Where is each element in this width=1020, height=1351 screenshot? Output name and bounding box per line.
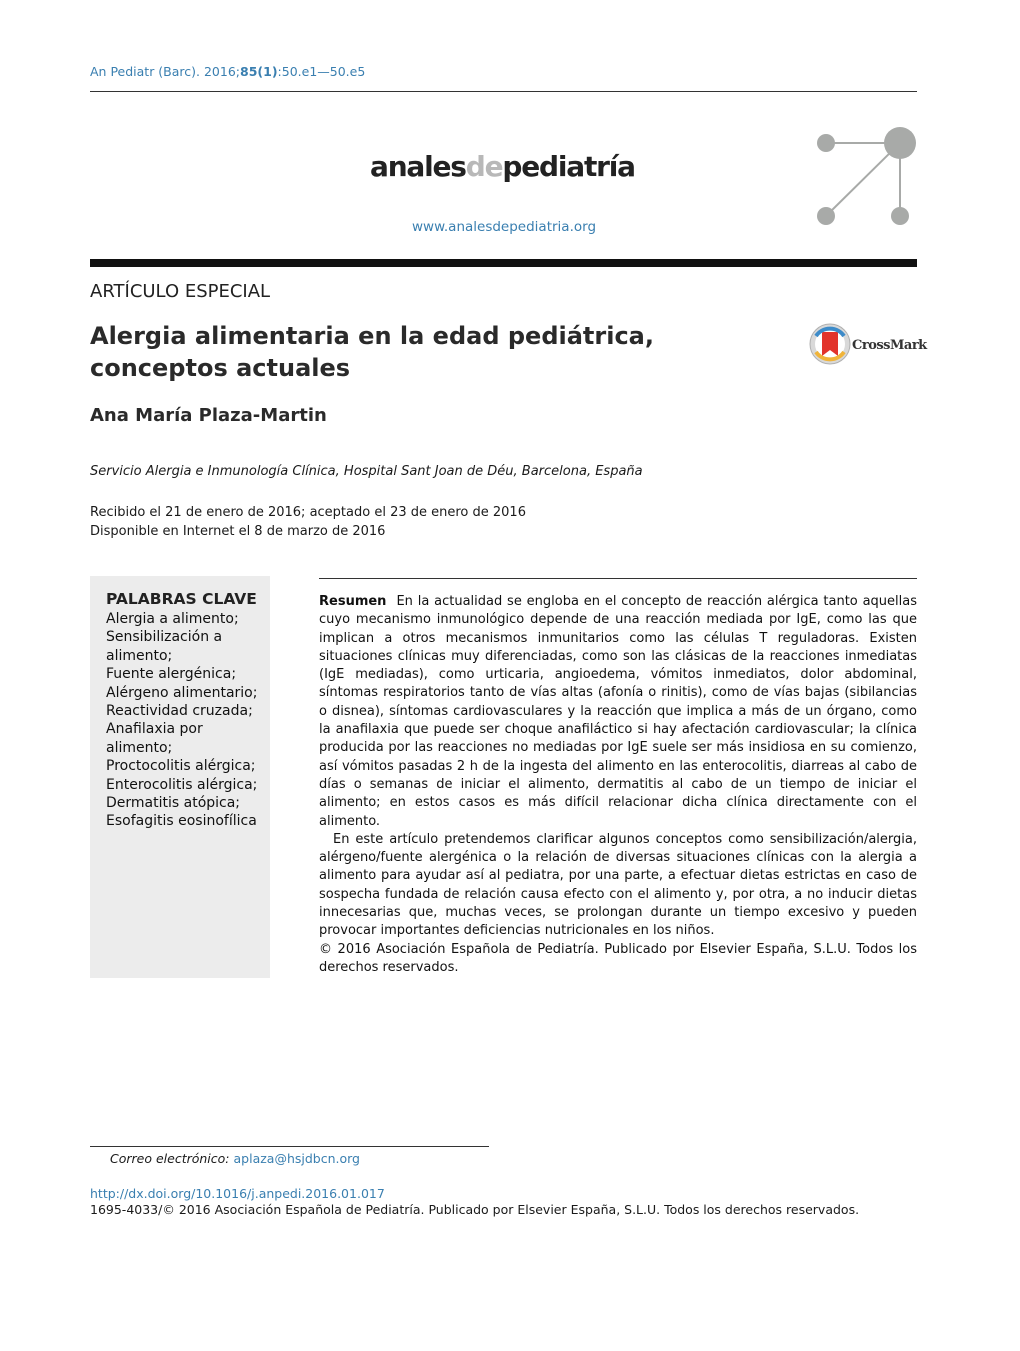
issn-copyright: 1695-4033/© 2016 Asociación Española de Pediatría. Publicado por Elsevier España, S.L.U. Todos los derechos reservados. — [90, 1202, 860, 1217]
journal-citation[interactable] — [90, 64, 365, 79]
citation-pages: :50.e1—50.e5 — [277, 64, 366, 79]
keyword-item: Fuente alergénica; — [106, 666, 237, 683]
email-link[interactable]: aplaza@hsjdbcn.org — [233, 1151, 360, 1166]
abstract-paragraph-2: En este artículo pretendemos clarificar algunos conceptos como sensibilización/alergia, alérgeno/fuente alergénica o la relación de diversas situaciones clínicas con la alergia a alimento para ayudar así al pediatra, por una parte, a efectuar dietas estrictas en caso de sospecha fundada de relación causa efecto con el alimento y, por otra, a no inducir dietas innecesarias que, muchas veces, se prolongan durante un tiempo excesivo y pueden provocar importantes deficiencias nutricionales en los niños. — [319, 831, 917, 939]
article-title: Alergia alimentaria en la edad pediátrica, conceptos actuales — [90, 322, 654, 382]
author-email-footnote — [110, 1151, 360, 1166]
keywords-heading: PALABRAS CLAVE — [106, 590, 257, 608]
header-thick-divider — [90, 259, 917, 267]
abstract-label: Resumen — [319, 594, 387, 609]
keywords-list — [106, 610, 266, 831]
journal-logo-text — [370, 150, 635, 183]
keyword-item: Alérgeno alimentario; — [106, 684, 258, 701]
abstract-paragraph-1 — [319, 593, 917, 831]
keyword-item: Sensibilización a alimento; — [106, 629, 223, 664]
journal-url-link[interactable]: www.analesdepediatria.org — [412, 219, 597, 235]
received-date: Recibido el 21 de enero de 2016; aceptado el 23 de enero de 2016 — [90, 505, 526, 520]
abstract — [319, 593, 917, 977]
journal-name-pediatria: pediatría — [502, 150, 635, 183]
keyword-item: Anafilaxia por alimento; — [106, 721, 203, 756]
doi-link[interactable]: http://dx.doi.org/10.1016/j.anpedi.2016.01.017 — [90, 1186, 385, 1201]
keyword-item: Alergia a alimento; — [106, 611, 239, 627]
top-divider — [90, 91, 917, 92]
section-label: ARTÍCULO ESPECIAL — [90, 281, 271, 302]
keyword-item: Reactividad cruzada; — [106, 703, 253, 720]
article-dates — [90, 503, 526, 541]
keyword-item: Enterocolitis alérgica; — [106, 776, 258, 793]
abstract-copyright: © 2016 Asociación Española de Pediatría. Publicado por Elsevier España, S.L.U. Todos los derechos reservados. — [319, 941, 917, 975]
author-affiliation: Servicio Alergia e Inmunología Clínica, Hospital Sant Joan de Déu, Barcelona, España — [90, 464, 643, 479]
keyword-item: Dermatitis atópica; — [106, 795, 241, 812]
network-nodes-icon — [810, 122, 920, 232]
journal-name-anales: anales — [370, 150, 466, 183]
citation-journal: An Pediatr (Barc). 2016; — [90, 64, 241, 79]
crossmark-label[interactable]: CrossMark — [852, 338, 927, 353]
keyword-item: Proctocolitis alérgica; — [106, 758, 256, 775]
abstract-text-1: En la actualidad se engloba en el concepto de reacción alérgica tanto aquellas cuyo mecanismo inmunológico depende de una reacción mediada por IgE, como las que implican a otros mecanismos inmunitarios como las células T reguladoras. Existen situaciones clínicas muy diferenciadas, como son las clásicas de la reacciones inmediatas (IgE mediadas), como urticaria, angioedema, vómitos inmediatos, dolor abdominal, síntomas respiratorios tanto de vías altas (afonía o rinitis), como de vías bajas (sibilancias o disnea), síntomas cardiovasculares y la reacción que implica a más de un órgano, como la anafilaxia que puede ser choque anafiláctico si hay afectación cardiovascular; la clínica producida por las reacciones no mediadas por IgE suele ser más insidiosa en su comienzo, así vómitos pasadas 2 h de la ingesta del alimento en las enterocolitis, diarreas al cabo de días o semanas de iniciar el alimento, dermatitis al cabo de un tiempo de iniciar el alimento; en estos casos es más difícil relacionar dicha clínica directamente con el alimento. — [319, 594, 917, 829]
journal-name-de: de — [465, 150, 503, 183]
abstract-divider — [319, 578, 917, 579]
footnote-divider — [90, 1146, 489, 1147]
email-label: Correo electrónico: — [110, 1151, 230, 1166]
available-date: Disponible en Internet el 8 de marzo de 2016 — [90, 524, 386, 539]
author-name: Ana María Plaza-Martin — [90, 405, 327, 426]
citation-volume: 85(1) — [240, 64, 278, 79]
keyword-item: Esofagitis eosinofílica — [106, 813, 257, 830]
